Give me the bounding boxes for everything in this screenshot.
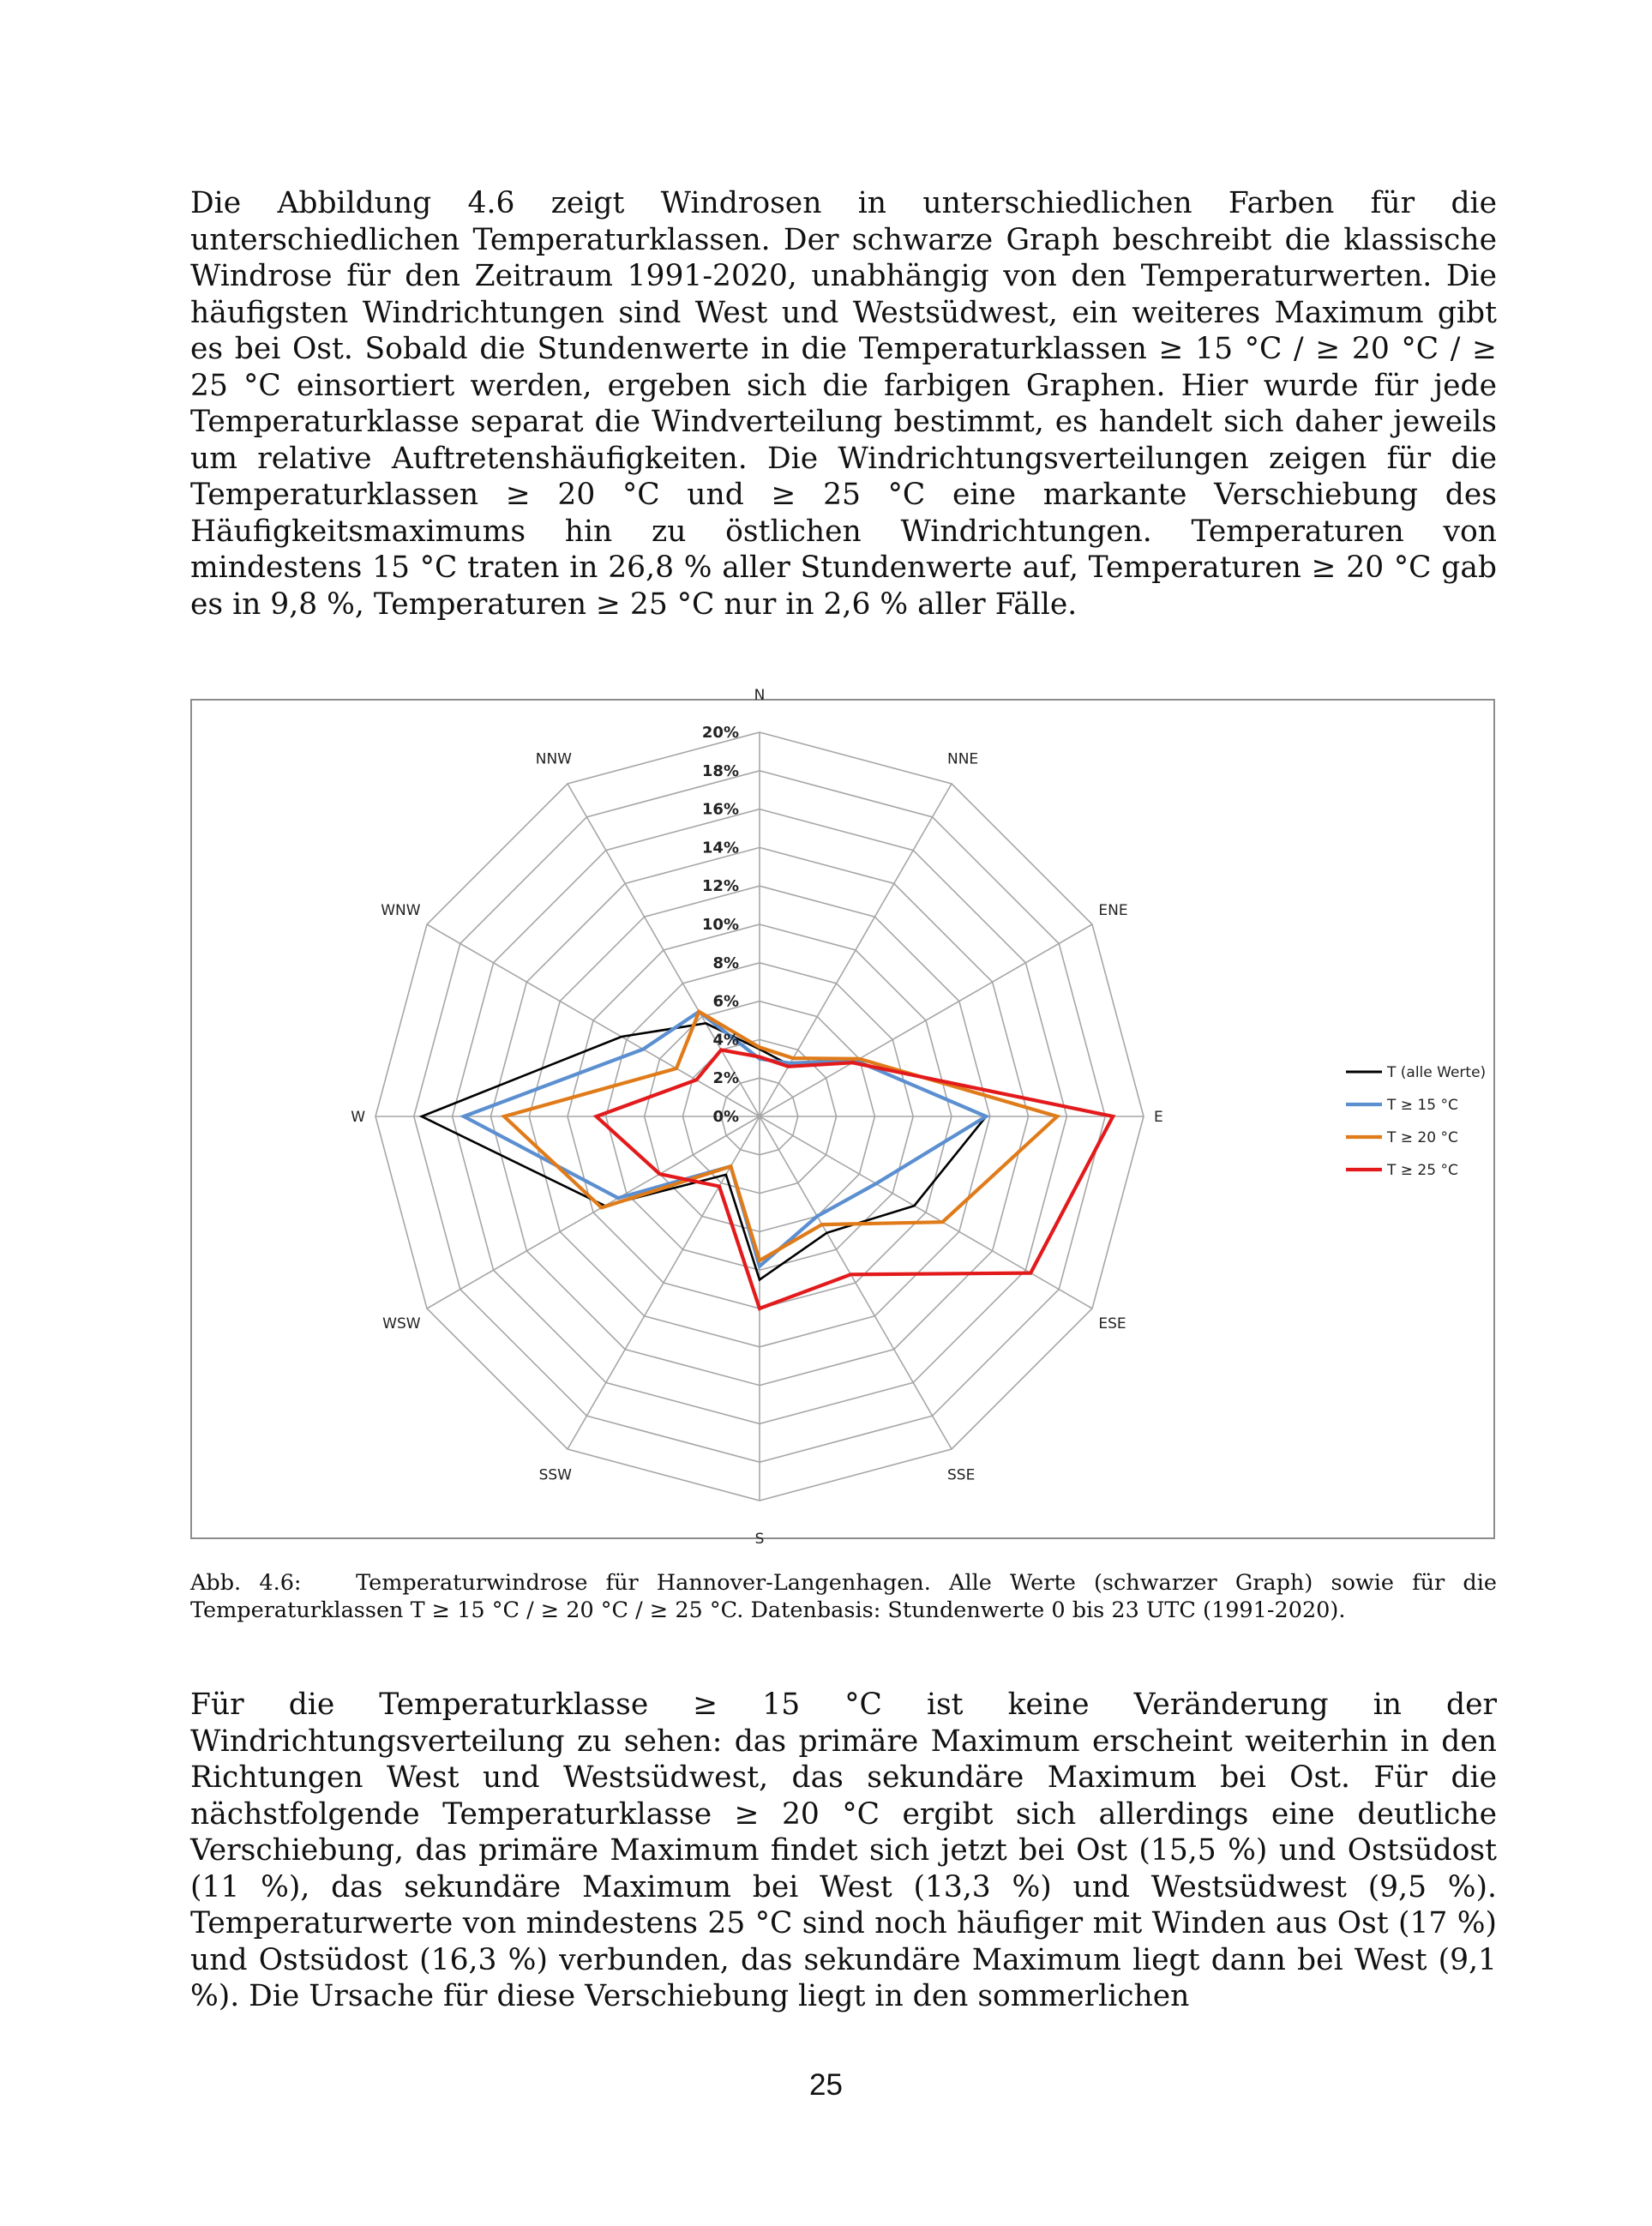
radial-tick-label: 6% — [712, 992, 739, 1011]
windrose-figure — [190, 687, 1495, 1548]
legend-label-4: T ≥ 25 °C — [1387, 1162, 1458, 1179]
radial-tick-label: 0% — [712, 1108, 739, 1126]
direction-label-ene: ENE — [1098, 902, 1128, 919]
direction-label-wsw: WSW — [382, 1315, 421, 1333]
figure-caption: Abb. 4.6: Temperaturwindrose für Hannover-Langenhagen. Alle Werte (schwarzer Graph) sowie für die Temperaturklassen T ≥ 15 °C / ≥ 20 °C / ≥ 25 °C. Datenbasis: Stundenwerte 0 bis 23 UTC (1991-2020). — [190, 1570, 1497, 1623]
radial-tick-label: 14% — [701, 839, 739, 857]
legend-label-3: T ≥ 20 °C — [1387, 1129, 1458, 1146]
direction-label-e: E — [1154, 1109, 1163, 1126]
direction-label-w: W — [351, 1109, 365, 1126]
paragraph-intro: Die Abbildung 4.6 zeigt Windrosen in unterschiedlichen Farben für die unterschiedlichen Temperaturklassen. Der schwarze Graph beschreibt die klassische Windrose für den Zeitraum 1991-2020, unabhängig von den Temperaturwerten. Die häufigsten Windrichtungen sind West und Westsüdwest, ein weiteres Maximum gibt es bei Ost. Sobald die Stundenwerte in die Temperaturklassen ≥ 15 °C / ≥ 20 °C / ≥ 25 °C einsortiert werden, ergeben sich die farbigen Graphen. Hier wurde für jede Temperaturklasse separat die Windverteilung bestimmt, es handelt sich daher jeweils um relative Auftretenshäufigkeiten. Die Windrichtungsverteilungen zeigen für die Temperaturklassen ≥ 20 °C und ≥ 25 °C eine markante Verschiebung des Häufigkeitsmaximums hin zu östlichen Windrichtungen. Temperaturen von mindestens 15 °C traten in 26,8 % aller Stundenwerte auf, Temperaturen ≥ 20 °C gab es in 9,8 %, Temperaturen ≥ 25 °C nur in 2,6 % aller Fälle. — [190, 186, 1497, 622]
radial-tick-label: 4% — [712, 1031, 739, 1050]
paragraph-discussion: Für die Temperaturklasse ≥ 15 °C ist keine Veränderung in der Windrichtungsverteilung zu sehen: das primäre Maximum erscheint weiterhin in den Richtungen West und Westsüdwest, das sekundäre Maximum bei Ost. Für die nächstfolgende Temperaturklasse ≥ 20 °C ergibt sich allerdings eine deutliche Verschiebung, das primäre Maximum findet sich jetzt bei Ost (15,5 %) und Ostsüdost (11 %), das sekundäre Maximum bei West (13,3 %) und Westsüdwest (9,5 %). Temperaturwerte von mindestens 25 °C sind noch häufiger mit Winden aus Ost (17 %) und Ostsüdost (16,3 %) verbunden, das sekundäre Maximum liegt dann bei West (9,1 %). Die Ursache für diese Verschiebung liegt in den sommerlichen — [190, 1688, 1497, 2013]
direction-label-wnw: WNW — [381, 902, 421, 919]
direction-label-n: N — [754, 687, 766, 704]
grid-spoke — [760, 1116, 952, 1449]
grid-spoke — [760, 1116, 1092, 1309]
legend-label-2: T ≥ 15 °C — [1387, 1097, 1458, 1114]
radial-tick-label: 12% — [701, 877, 739, 896]
direction-label-sse: SSE — [947, 1466, 976, 1484]
series-line-1 — [422, 1023, 987, 1279]
page-number: 25 — [809, 2068, 843, 2102]
radial-tick-label: 18% — [701, 761, 739, 780]
direction-label-nnw: NNW — [535, 750, 572, 768]
radial-tick-label: 20% — [701, 724, 739, 742]
direction-label-ese: ESE — [1098, 1315, 1126, 1333]
direction-label-s: S — [754, 1531, 765, 1548]
direction-label-ssw: SSW — [538, 1466, 572, 1484]
windrose-chart — [192, 687, 1493, 1548]
radial-tick-label: 8% — [712, 954, 739, 972]
direction-label-nne: NNE — [947, 750, 979, 768]
radial-tick-label: 2% — [712, 1069, 739, 1088]
grid-spoke — [427, 1116, 760, 1309]
radial-tick-label: 10% — [701, 916, 739, 934]
legend-label-1: T (alle Werte) — [1387, 1064, 1487, 1081]
grid-spoke — [760, 924, 1092, 1116]
radial-tick-label: 16% — [701, 800, 739, 819]
series-line-3 — [504, 1012, 1057, 1260]
